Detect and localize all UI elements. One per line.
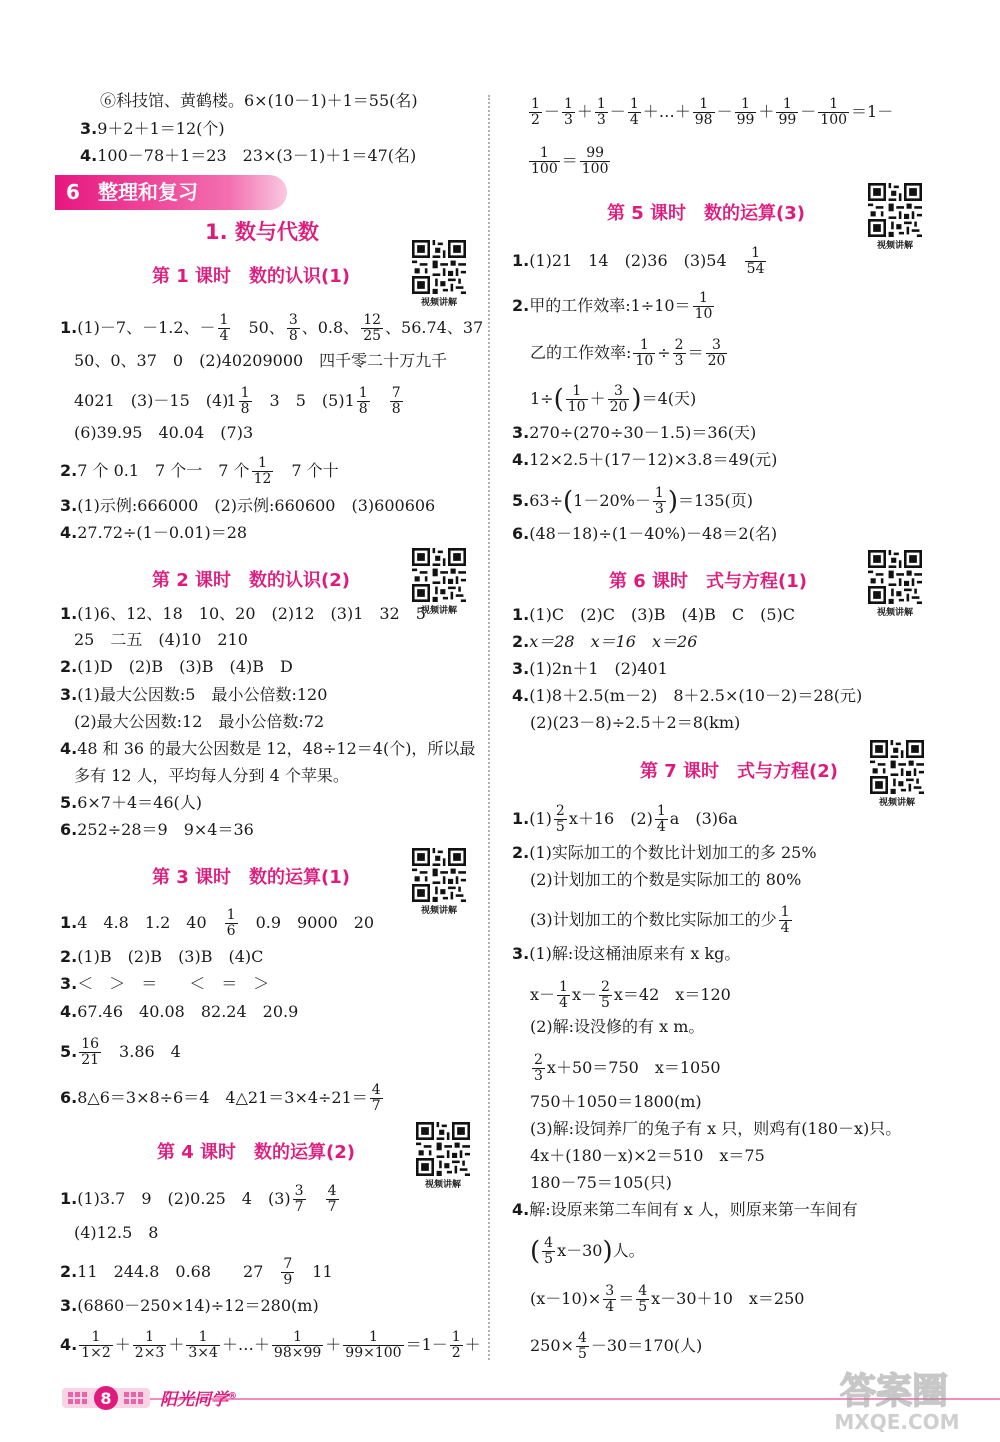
qr-caption: 视频讲解	[876, 608, 913, 618]
answer-line: 4021 (3)－15 (4)1 $\frac{1}{8}$ 3 5 (5)1 $\frac{1}{8}$ $\frac{7}{8}$	[74, 385, 401, 417]
answer-line: 4.27.72÷(1－0.01)＝28	[60, 523, 248, 542]
answer-line: 250× $\frac{4}{5}$ －30＝170(人)	[530, 1330, 703, 1362]
answer-line: 3.9＋2＋1＝12(个)	[80, 119, 225, 138]
chapter-banner	[55, 175, 287, 210]
answer-line: 4.(1)8＋2.5(m－2) 8＋2.5×(10－2)＝28(元)	[512, 686, 863, 705]
answer-line: (4)12.5 8	[74, 1223, 159, 1242]
answer-line: 多有 12 人，平均每人分到 4 个苹果。	[74, 766, 349, 785]
answer-line: 2.(1)D (2)B (3)B (4)B D	[60, 657, 293, 676]
answer-line: 4.解:设原来第二车间有 x 人，则原来第一车间有	[512, 1200, 858, 1219]
svg-text:MXQE.COM: MXQE.COM	[834, 1410, 960, 1434]
qr-caption: 视频讲解	[420, 298, 457, 308]
answer-line: 6.252÷28＝9 9×4＝36	[60, 820, 254, 839]
qr-caption: 视频讲解	[876, 241, 913, 251]
answer-line: 25 二五 (4)10 210	[74, 630, 248, 649]
answer-line: 2.x＝28 x＝16 x＝26	[512, 632, 698, 651]
answer-line: 3.(1)示例:666000 (2)示例:660600 (3)600606	[60, 496, 436, 515]
answer-line: 2.11 244.8 0.68 27 $\frac{7}{9}$ 11	[60, 1256, 333, 1288]
lesson-1-title: 第 1 课时 数的认识(1)	[152, 266, 351, 287]
answer-line: 3.270÷(270÷30－1.5)＝36(天)	[512, 423, 757, 442]
answer-line: 3.(6860－250×14)÷12＝280(m)	[60, 1296, 319, 1315]
qr-code-6[interactable]	[868, 550, 922, 618]
answer-line: 1.(1) $\frac{2}{5}$ x＋16 (2) $\frac{1}{4}$ a (3)6a	[512, 803, 738, 835]
qr-code-icon	[412, 548, 466, 602]
answer-line: 5.6×7＋4＝46(人)	[60, 793, 203, 812]
answer-line: 3.(1)2n＋1 (2)401	[512, 659, 668, 678]
qr-code-icon	[412, 848, 466, 902]
column-divider	[488, 95, 490, 1360]
qr-code-icon	[412, 240, 466, 294]
qr-caption: 视频讲解	[420, 606, 457, 616]
answer-line: 4.48 和 36 的最大公因数是 12，48÷12＝4(个)，所以最	[60, 739, 476, 758]
qr-code-5[interactable]	[868, 183, 922, 251]
answer-line: (3)解:设饲养厂的兔子有 x 只，则鸡有(180－x)只。	[530, 1119, 902, 1138]
answer-line: 6.(48－18)÷(1－40%)－48＝2(名)	[512, 524, 778, 543]
answer-line: ⑥科技馆、黄鹤楼。6×(10－1)＋1＝55(名)	[100, 91, 418, 110]
answer-line: 乙的工作效率: $\frac{1}{10}$ ÷ $\frac{2}{3}$ ＝ $\frac{3}{20}$	[530, 337, 726, 369]
answer-line: 2.7 个 0.1 7 个一 7 个 $\frac{1}{12}$ 7 个十	[60, 455, 339, 487]
answer-line: 3.＜ ＞ ＝ ＜ ＝ ＞	[60, 974, 270, 993]
qr-code-icon	[870, 740, 924, 794]
svg-text:答案圈: 答案圈	[839, 1371, 949, 1412]
brand-logo: 阳光同学®	[160, 1390, 237, 1410]
answer-line: 50、0、37 0 (2)40209000 四千零二十万九千	[74, 351, 448, 370]
answer-line: 2.甲的工作效率:1÷10＝ $\frac{1}{10}$	[512, 290, 713, 322]
qr-caption: 视频讲解	[424, 1180, 461, 1190]
answer-line: (6)39.95 40.04 (7)3	[74, 423, 254, 442]
answer-line: 4x＋(180－x)×2＝510 x＝75	[530, 1146, 765, 1165]
answer-line: (2)最大公因数:12 最小公倍数:72	[74, 712, 325, 731]
qr-caption: 视频讲解	[420, 906, 457, 916]
lesson-4-title: 第 4 课时 数的运算(2)	[157, 1142, 356, 1163]
qr-caption: 视频讲解	[878, 798, 915, 808]
answer-line: 4. $\frac{1}{1\times 2}$ ＋ $\frac{1}{2\times 3}$ ＋ $\frac{1}{3\times 4}$ ＋…＋ $\frac{1}{98\times 99}$ ＋ $\frac{1}{99\times 100}$ ＝1－ $\frac{1}{2}$ ＋	[60, 1329, 481, 1361]
answer-line: 5. $\frac{16}{21}$ 3.86 4	[60, 1036, 181, 1068]
page-number: 8	[100, 1389, 112, 1408]
answer-line: $\frac{1}{100}$ ＝ $\frac{99}{100}$	[531, 145, 609, 177]
watermark-logo	[812, 1365, 982, 1435]
section-title: 1. 数与代数	[205, 220, 319, 244]
answer-line: x－ $\frac{1}{4}$ x－ $\frac{2}{5}$ x＝42 x＝120	[530, 979, 731, 1011]
lesson-2-title: 第 2 课时 数的认识(2)	[152, 570, 351, 591]
answer-line: 3.(1)解:设这桶油原来有 x kg。	[512, 944, 741, 963]
answer-line: 1.(1)3.7 9 (2)0.25 4 (3) $\frac{3}{7}$ $\frac{4}{7}$	[60, 1183, 337, 1215]
lesson-3-title: 第 3 课时 数的运算(1)	[152, 867, 351, 888]
lesson-7-title: 第 7 课时 式与方程(2)	[640, 761, 839, 782]
answer-line: (3)计划加工的个数比实际加工的少 $\frac{1}{4}$	[530, 904, 790, 936]
lesson-5-title: 第 5 课时 数的运算(3)	[607, 203, 806, 224]
answer-line: $\frac{1}{2}$ － $\frac{1}{3}$ ＋ $\frac{1}{3}$ － $\frac{1}{4}$ ＋…＋ $\frac{1}{98}$ － $\frac{1}{99}$ ＋ $\frac{1}{99}$ － $\frac{1}{100}$ ＝1－	[531, 96, 894, 128]
answer-line: (2)(23－8)÷2.5＋2＝8(km)	[530, 713, 741, 732]
answer-line: 2.(1)B (2)B (3)B (4)C	[60, 947, 264, 966]
qr-code-1[interactable]	[412, 240, 466, 308]
qr-code-icon	[868, 550, 922, 604]
qr-code-7[interactable]	[870, 740, 924, 808]
page-number-badge	[62, 1385, 150, 1411]
chapter-title: 整理和复习	[97, 180, 198, 204]
answer-line: 3.(1)最大公因数:5 最小公倍数:120	[60, 685, 328, 704]
answer-line: ( $\frac{4}{5}$ x－30)人。	[530, 1235, 645, 1267]
answer-line: 1.(1)21 14 (2)36 (3)54 $\frac{1}{54}$	[512, 245, 765, 277]
answer-line: (2)计划加工的个数是实际加工的 80%	[530, 870, 802, 889]
answer-line: 1÷( $\frac{1}{10}$ ＋ $\frac{3}{20}$ )＝4(天)	[530, 383, 697, 415]
answer-line: 5.63÷(1－20%－ $\frac{1}{3}$ )＝135(页)	[512, 485, 753, 517]
answer-line: $\frac{2}{3}$ x＋50＝750 x＝1050	[534, 1052, 721, 1084]
answer-line: (x－10)× $\frac{3}{4}$ ＝ $\frac{4}{5}$ x－30＋10 x＝250	[530, 1283, 805, 1315]
answer-line: 6.8△6＝3×8÷6＝4 4△21＝3×4÷21＝ $\frac{4}{7}$	[60, 1082, 381, 1114]
answer-line: 1.(1)6、12、18 10、20 (2)12 (3)1 32 5	[60, 604, 426, 623]
answer-line: 750＋1050＝1800(m)	[530, 1092, 702, 1111]
answer-line: 1.(1)C (2)C (3)B (4)B C (5)C	[512, 605, 796, 624]
answer-line: 180－75＝105(只)	[530, 1173, 672, 1192]
lesson-6-title: 第 6 课时 式与方程(1)	[609, 571, 808, 592]
chapter-number: 6	[66, 180, 80, 204]
answer-line: 4.67.46 40.08 82.24 20.9	[60, 1002, 299, 1021]
answer-line: 1.(1)－7、－1.2、－ $\frac{1}{4}$ 50、 $\frac{3}{8}$ 、0.8、 $\frac{12}{25}$ 、56.74、37	[60, 312, 484, 344]
answer-line: (2)解:设没修的有 x m。	[530, 1017, 705, 1036]
answer-line: 2.(1)实际加工的个数比计划加工的多 25%	[512, 843, 817, 862]
qr-code-4[interactable]	[416, 1122, 470, 1190]
answer-line: 4.100－78＋1＝23 23×(3－1)＋1＝47(名)	[80, 146, 417, 165]
qr-code-icon	[868, 183, 922, 237]
answer-line: 4.12×2.5＋(17－12)×3.8＝49(元)	[512, 450, 778, 469]
qr-code-icon	[416, 1122, 470, 1176]
answer-line: 1.4 4.8 1.2 40 $\frac{1}{6}$ 0.9 9000 20	[60, 907, 375, 939]
qr-code-3[interactable]	[412, 848, 466, 916]
